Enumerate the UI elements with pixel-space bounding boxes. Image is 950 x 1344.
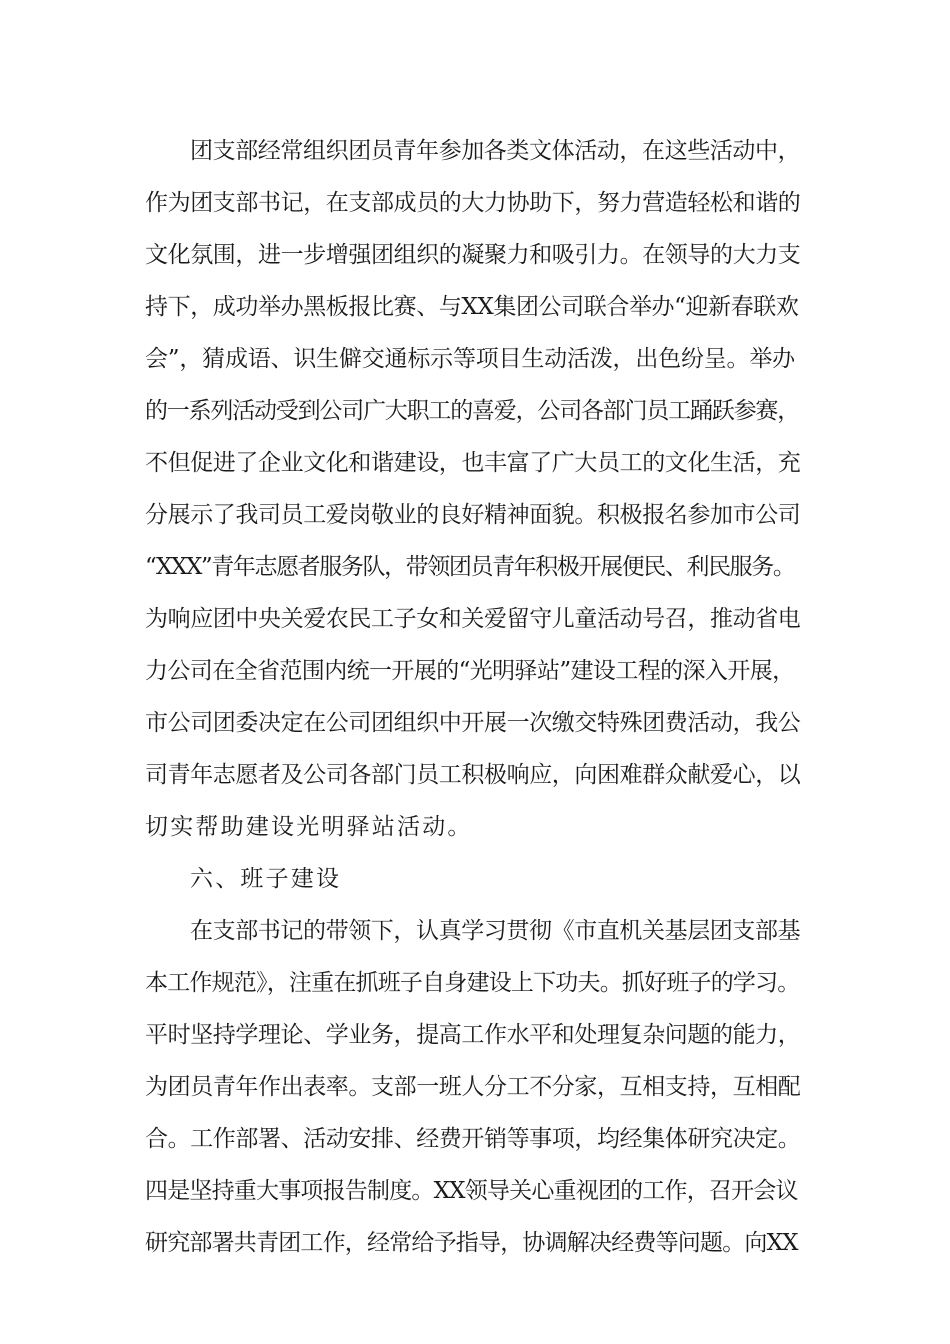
paragraph-line: 团支部经常组织团员青年参加各类文体活动，在这些活动中，: [190, 138, 801, 164]
paragraph-line: 会”，猜成语、识生僻交通标示等项目生动活泼，出色纷呈。举办: [145, 346, 795, 372]
paragraph-line: 不但促进了企业文化和谐建设，也丰富了广大员工的文化生活，充: [145, 450, 801, 476]
paragraph-line: “XXX”青年志愿者服务队，带领团员青年积极开展便民、利民服务。: [145, 554, 795, 580]
paragraph-line: 司青年志愿者及公司各部门员工积极响应，向困难群众献爱心，以: [145, 762, 801, 788]
section-heading: 六、班子建设: [190, 866, 342, 892]
paragraph-line: 文化氛围，进一步增强团组织的凝聚力和吸引力。在领导的大力支: [145, 242, 801, 268]
paragraph-line: 持下，成功举办黑板报比赛、与XX集团公司联合举办“迎新春联欢: [145, 294, 799, 320]
paragraph-line: 本工作规范》，注重在抓班子自身建设上下功夫。抓好班子的学习。: [145, 970, 800, 996]
paragraph-line: 作为团支部书记，在支部成员的大力协助下，努力营造轻松和谐的: [145, 190, 801, 216]
paragraph-line: 为团员青年作出表率。支部一班人分工不分家，互相支持，互相配: [145, 1074, 801, 1100]
paragraph-line: 研究部署共青团工作，经常给予指导，协调解决经费等问题。向XX: [145, 1230, 798, 1256]
paragraph-line: 切实帮助建设光明驿站活动。: [145, 814, 473, 840]
paragraph-line: 分展示了我司员工爱岗敬业的良好精神面貌。积极报名参加市公司: [145, 502, 801, 528]
paragraph-line: 市公司团委决定在公司团组织中开展一次缴交特殊团费活动，我公: [145, 710, 801, 736]
paragraph-line: 为响应团中央关爱农民工子女和关爱留守儿童活动号召，推动省电: [145, 606, 801, 632]
paragraph-line: 合。工作部署、活动安排、经费开销等事项，均经集体研究决定。: [145, 1126, 801, 1152]
paragraph-line: 四是坚持重大事项报告制度。XX领导关心重视团的工作，召开会议: [145, 1178, 798, 1204]
paragraph-line: 平时坚持学理论、学业务，提高工作水平和处理复杂问题的能力，: [145, 1022, 801, 1048]
paragraph-line: 力公司在全省范围内统一开展的“光明驿站”建设工程的深入开展，: [145, 658, 795, 684]
paragraph-line: 的一系列活动受到公司广大职工的喜爱，公司各部门员工踊跃参赛，: [145, 398, 800, 424]
paragraph-line: 在支部书记的带领下，认真学习贯彻《市直机关基层团支部基: [190, 918, 801, 944]
